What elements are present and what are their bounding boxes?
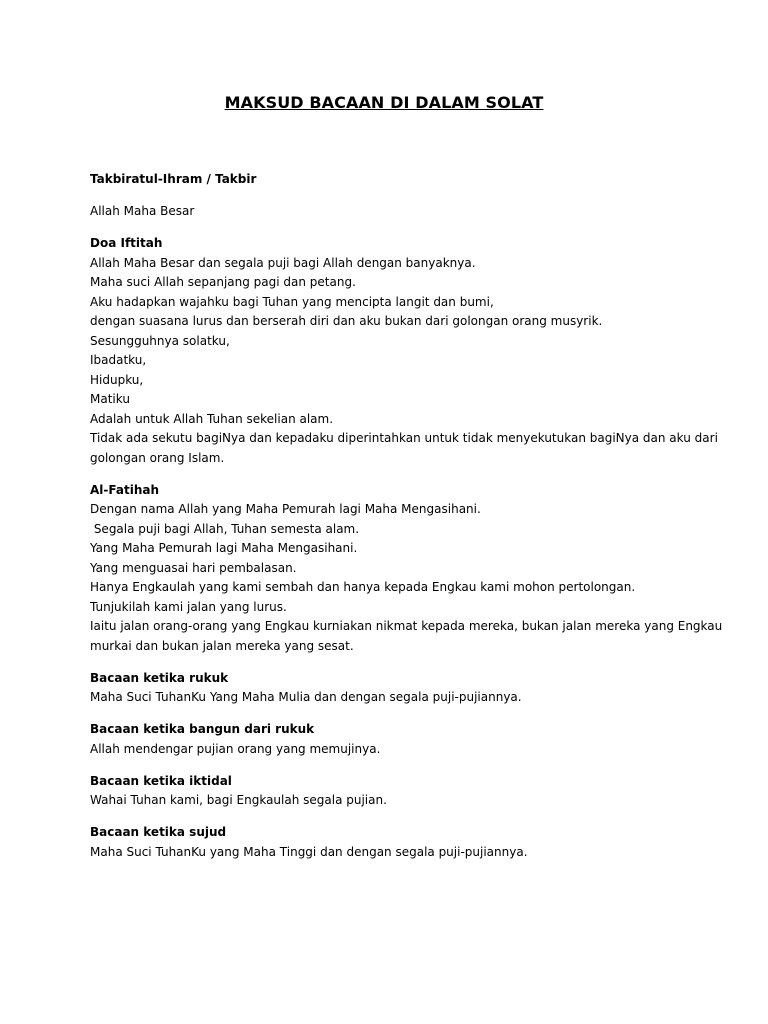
doa-iftitah-line: Tidak ada sekutu bagiNya dan kepadaku diperintahkan untuk tidak menyekutukan bagiNya dan aku dari [90,431,718,445]
doa-iftitah-line: Aku hadapkan wajahku bagi Tuhan yang mencipta langit dan bumi, [90,294,494,309]
document-body [90,170,723,862]
al-fatihah-line: Iaitu jalan orang-orang yang Engkau kurniakan nikmat kepada mereka, bukan jalan mereka yang Engkau [90,619,723,633]
al-fatihah-line: Hanya Engkaulah yang kami sembah dan hanya kepada Engkau kami mohon pertolongan. [90,580,636,594]
doa-iftitah-line: golongan orang Islam. [90,450,225,465]
al-fatihah-line: Tunjukilah kami jalan yang lurus. [90,599,287,614]
section-heading-bangun-rukuk: Bacaan ketika bangun dari rukuk [90,722,315,736]
section-heading-iktidal: Bacaan ketika iktidal [90,773,232,788]
al-fatihah-line: Yang Maha Pemurah lagi Maha Mengasihani. [90,541,358,555]
doa-iftitah-line: Ibadatku, [90,353,147,367]
section-heading-sujud: Bacaan ketika sujud [90,825,227,839]
doa-iftitah-line: Matiku [90,392,130,406]
doa-iftitah-line: Sesungguhnya solatku, [90,333,230,348]
takbir-meaning: Allah Maha Besar [90,204,195,218]
al-fatihah-line: Dengan nama Allah yang Maha Pemurah lagi Maha Mengasihani. [90,502,481,516]
doa-iftitah-line: Maha suci Allah sepanjang pagi dan petang. [90,275,356,289]
document-title: MAKSUD BACAAN DI DALAM SOLAT [224,93,544,112]
doa-iftitah-line: Adalah untuk Allah Tuhan sekelian alam. [90,411,334,426]
section-heading-takbir: Takbiratul-Ihram / Takbir [90,172,257,186]
rukuk-line: Maha Suci TuhanKu Yang Maha Mulia dan dengan segala puji-pujiannya. [90,690,522,704]
al-fatihah-line: Segala puji bagi Allah, Tuhan semesta alam. [90,521,360,536]
bangun-rukuk-line: Allah mendengar pujian orang yang memujinya. [90,741,381,756]
doa-iftitah-line: dengan suasana lurus dan berserah diri dan aku bukan dari golongan orang musyrik. [90,314,603,328]
al-fatihah-line: murkai dan bukan jalan mereka yang sesat. [90,638,354,653]
section-heading-al-fatihah: Al-Fatihah [90,482,160,497]
al-fatihah-line: Yang menguasai hari pembalasan. [90,560,297,575]
section-heading-rukuk: Bacaan ketika rukuk [90,670,229,685]
doa-iftitah-line: Allah Maha Besar dan segala puji bagi Allah dengan banyaknya. [90,255,476,270]
doa-iftitah-line: Hidupku, [90,372,144,387]
iktidal-line: Wahai Tuhan kami, bagi Engkaulah segala pujian. [90,793,387,807]
sujud-line: Maha Suci TuhanKu yang Maha Tinggi dan dengan segala puji-pujiannya. [90,844,528,859]
section-heading-doa-iftitah: Doa Iftitah [90,236,163,250]
